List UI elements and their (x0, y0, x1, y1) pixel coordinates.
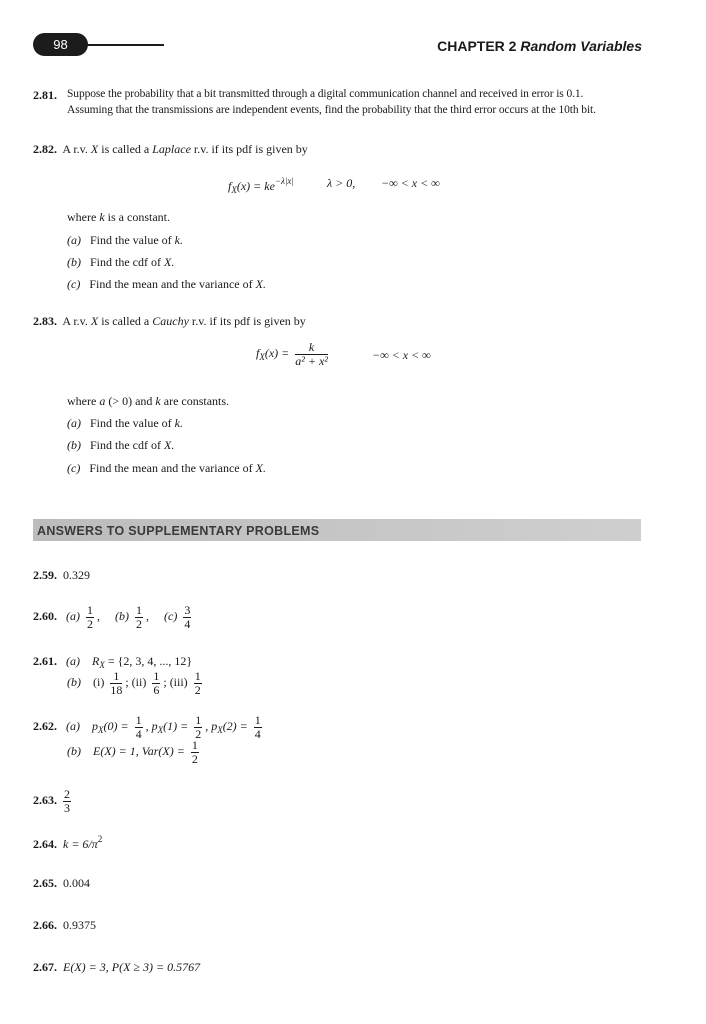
answer-2-61-b: (b) (i) $\frac{1}{18}$ ; (ii) $\frac{1}{6}$ ; (iii) $\frac{1}{2}$ (67, 669, 201, 697)
answer-2-64: 2.64. $k = 6/\pi^2$ (33, 834, 103, 851)
problem-2-82-part-a: (a) Find the value of k. (67, 233, 183, 247)
cauchy-condition-range: −∞ < x < ∞ (372, 348, 431, 362)
answer-2-60: 2.60. (a) $\frac{1}{2}$ , (b) $\frac{1}{2}$ , (c) $\frac{3}{4}$ (33, 603, 191, 631)
problem-2-81-line1: Suppose the probability that a bit transmitted through a digital communication channel and received in error is 0.1. (67, 88, 584, 100)
laplace-condition-lambda: λ > 0, (327, 176, 356, 190)
answer-2-61-a: 2.61. (a) $R_X = \{2$, 3, 4, ..., 12} (33, 654, 193, 670)
answer-2-67: 2.67. E(X) = 3, P(X ≥ 3) = 0.5767 (33, 960, 201, 974)
answer-2-62-a: 2.62. (a) $p_X(0)$ = $\frac{1}{4}$ , $p_X(1)$ = $\frac{1}{2}$ , $p_X(2)$ = $\frac{1}{4}$ (33, 713, 261, 741)
answers-section-title: ANSWERS TO SUPPLEMENTARY PROBLEMS (37, 524, 320, 538)
chapter-title: Random Variables (520, 38, 642, 54)
laplace-condition-range: −∞ < x < ∞ (381, 176, 440, 190)
problem-2-82-part-b: (b) Find the cdf of X. (67, 255, 175, 269)
problem-2-82-where: where k is a constant. (67, 210, 170, 224)
problem-2-82-part-c: (c) Find the mean and the variance of X. (67, 277, 266, 291)
answer-2-66: 2.66. 0.9375 (33, 918, 96, 932)
problem-2-83-intro: 2.83. A r.v. X is called a Cauchy r.v. if its pdf is given by (33, 314, 306, 328)
problem-2-83-part-c: (c) Find the mean and the variance of X. (67, 461, 266, 475)
answer-2-62-b: (b) E(X) = 1, Var(X) = $\frac{1}{2}$ (67, 738, 198, 766)
answer-2-63: 2.63. $\frac{2}{3}$ (33, 787, 70, 815)
answer-2-65: 2.65. 0.004 (33, 876, 90, 890)
header-rule (86, 44, 164, 46)
problem-2-83-part-a: (a) Find the value of k. (67, 416, 183, 430)
problem-2-83-where: where a (> 0) and k are constants. (67, 394, 230, 408)
laplace-pdf-equation: $f_X(x) = ke^{-\lambda|x|}$ (228, 176, 294, 195)
cauchy-pdf-equation: $f_X(x)$ = $\frac{k}{\text{a² + x²}}$ (256, 340, 328, 368)
page-number-badge: 98 (33, 33, 88, 56)
answer-2-59: 2.59. 0.329 (33, 568, 90, 582)
problem-2-81-num: 2.81. (33, 88, 57, 102)
problem-2-82-intro: 2.82. A r.v. X is called a Laplace r.v. if its pdf is given by (33, 142, 308, 156)
problem-2-83-part-b: (b) Find the cdf of X. (67, 438, 175, 452)
chapter-heading (437, 38, 642, 54)
problem-2-81-line2: Assuming that the transmissions are independent events, find the probability that the third error occurs at the 10th bit. (67, 104, 596, 116)
chapter-label: CHAPTER 2 (437, 38, 517, 54)
